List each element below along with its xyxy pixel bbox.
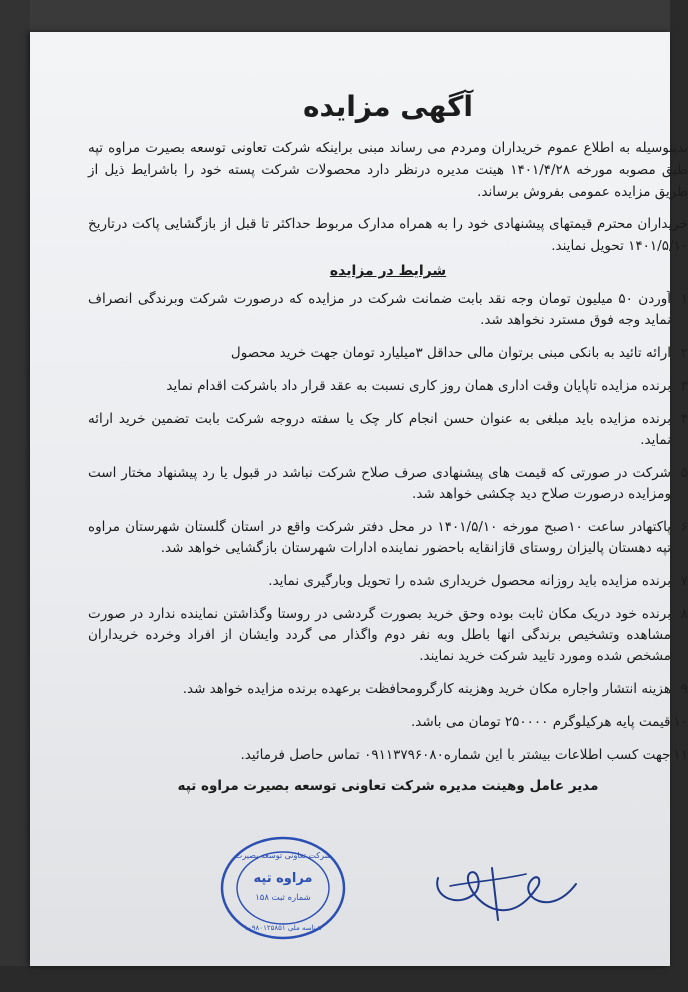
condition-item — [88, 712, 688, 733]
company-stamp — [218, 834, 348, 942]
condition-item — [88, 679, 688, 700]
condition-number: ۱۰ — [673, 714, 688, 730]
paper-sheet — [30, 32, 688, 966]
intro-paragraph: بدینوسیله به اطلاع عموم خریداران ومردم می رساند مبنی براینکه شرکت تعاونی توسعه بصیرت مراوه تپه طبق مصوبه مورخه ۱۴۰۱/۴/۲۸ هینت مدیره درنظر دارد محصولات شرکت پسته خود را باشرایط ذیل از طریق مزایده عمومی بفروش برساند. — [88, 140, 688, 200]
stamp-line3: شماره ثبت ۱۵۸ — [255, 893, 311, 903]
signatory-line: مدیر عامل وهینت مدیره شرکت تعاونی توسعه بصیرت مراوه تپه — [177, 778, 599, 794]
background-left — [0, 0, 30, 966]
stamp-inner-ring — [237, 852, 329, 924]
condition-number: ۵ — [680, 465, 688, 481]
handwritten-signature — [430, 838, 580, 928]
condition-number: ۶ — [680, 519, 688, 535]
condition-text: برنده خود دریک مکان ثابت بوده وحق خرید بصورت گردشی در روستا وگذاشتن نماینده ندارد در صورت مشاهده وتشخیص برندگی انها باطل وبه نفر دوم واگذار می گردد وایشان از افراد وخرده خریداران مشخص شده ومورد تایید شرکت خرید نمایند. — [88, 606, 671, 664]
conditions-list — [88, 289, 688, 766]
condition-number: ۸ — [680, 606, 688, 622]
conditions-heading: شرایط در مزایده — [329, 263, 447, 279]
background-top — [0, 0, 670, 32]
condition-item — [88, 745, 688, 766]
condition-text: پاکتهادر ساعت ۱۰صبح مورخه ۱۴۰۱/۵/۱۰ در محل دفتر شرکت واقع در استان گلستان شهرستان مراوه تپه دهستان پالیزان روستای قازانقایه باحضور نماینده ادارات شهرستان بازگشایی خواهد شد. — [88, 519, 671, 556]
condition-text: جهت کسب اطلاعات بیشتر با این شماره۰۹۱۱۳۷۹۶۰۸۰ تماس حاصل فرمائید. — [240, 747, 671, 763]
condition-text: آوردن ۵۰ میلیون تومان وجه نقد بابت ضمانت شرکت در مزایده که درصورت شرکت وبرندگی انصراف نماید وجه فوق مسترد نخواهد شد. — [88, 291, 672, 328]
condition-number: ۳ — [680, 378, 688, 394]
document-page — [88, 72, 688, 992]
condition-number: ۱۱ — [673, 747, 688, 763]
condition-item — [88, 343, 688, 364]
condition-number: ۷ — [680, 573, 688, 589]
condition-item — [88, 409, 688, 451]
condition-item — [88, 604, 688, 667]
condition-item — [88, 571, 688, 592]
document-title: آگهی مزایده — [302, 90, 473, 123]
condition-text: قیمت پایه هرکیلوگرم ۲۵۰۰۰۰ تومان می باشد. — [410, 714, 671, 730]
condition-text: برنده مزایده تاپایان وقت اداری همان روز کاری نسبت به عقد قرار داد باشرکت اقدام نماید — [166, 378, 671, 394]
condition-text: برنده مزایده باید مبلغی به عنوان حسن انجام کار چک یا سفته دروجه شرکت بابت تضمین خرید ارائه نماید. — [88, 411, 671, 448]
stamp-line4: شناسه ملی ۱۰۹۸۰۱۲۵۸۵۱ — [244, 924, 322, 932]
condition-text: هزینه انتشار واجاره مکان خرید وهزینه کارگرومحافظت برعهده برنده مزایده خواهد شد. — [182, 681, 671, 697]
submission-paragraph: خریداران محترم قیمتهای پیشنهادی خود را به همراه مدارک مربوط حداکثر تا قبل از بازگشایی پاکت درتاریخ ۱۴۰۱/۵/۱۰ تحویل نمایند. — [88, 216, 688, 254]
condition-number: ۲ — [680, 345, 688, 361]
condition-item — [88, 463, 688, 505]
condition-number: ۹ — [680, 681, 688, 697]
stamp-line1: شرکت تعاونی توسعه بصیرت — [234, 851, 332, 860]
condition-number: ۴ — [680, 411, 688, 427]
stamp-line2: مراوه تپه — [253, 871, 313, 886]
condition-item — [88, 289, 688, 331]
condition-text: شرکت در صورتی که قیمت های پیشنهادی صرف صلاح شرکت نباشد در قبول یا رد پیشنهاد مختار است ومزایده درصورت صلاح دید چکشی خواهد شد. — [88, 465, 671, 502]
condition-item — [88, 376, 688, 397]
condition-item — [88, 517, 688, 559]
condition-number: ۱ — [680, 291, 688, 307]
condition-text: برنده مزایده باید روزانه محصول خریداری شده را تحویل وبارگیری نماید. — [268, 573, 671, 589]
condition-text: ارائه تائید به بانکی مبنی برتوان مالی حداقل ۳میلیارد تومان جهت خرید محصول — [230, 345, 671, 361]
